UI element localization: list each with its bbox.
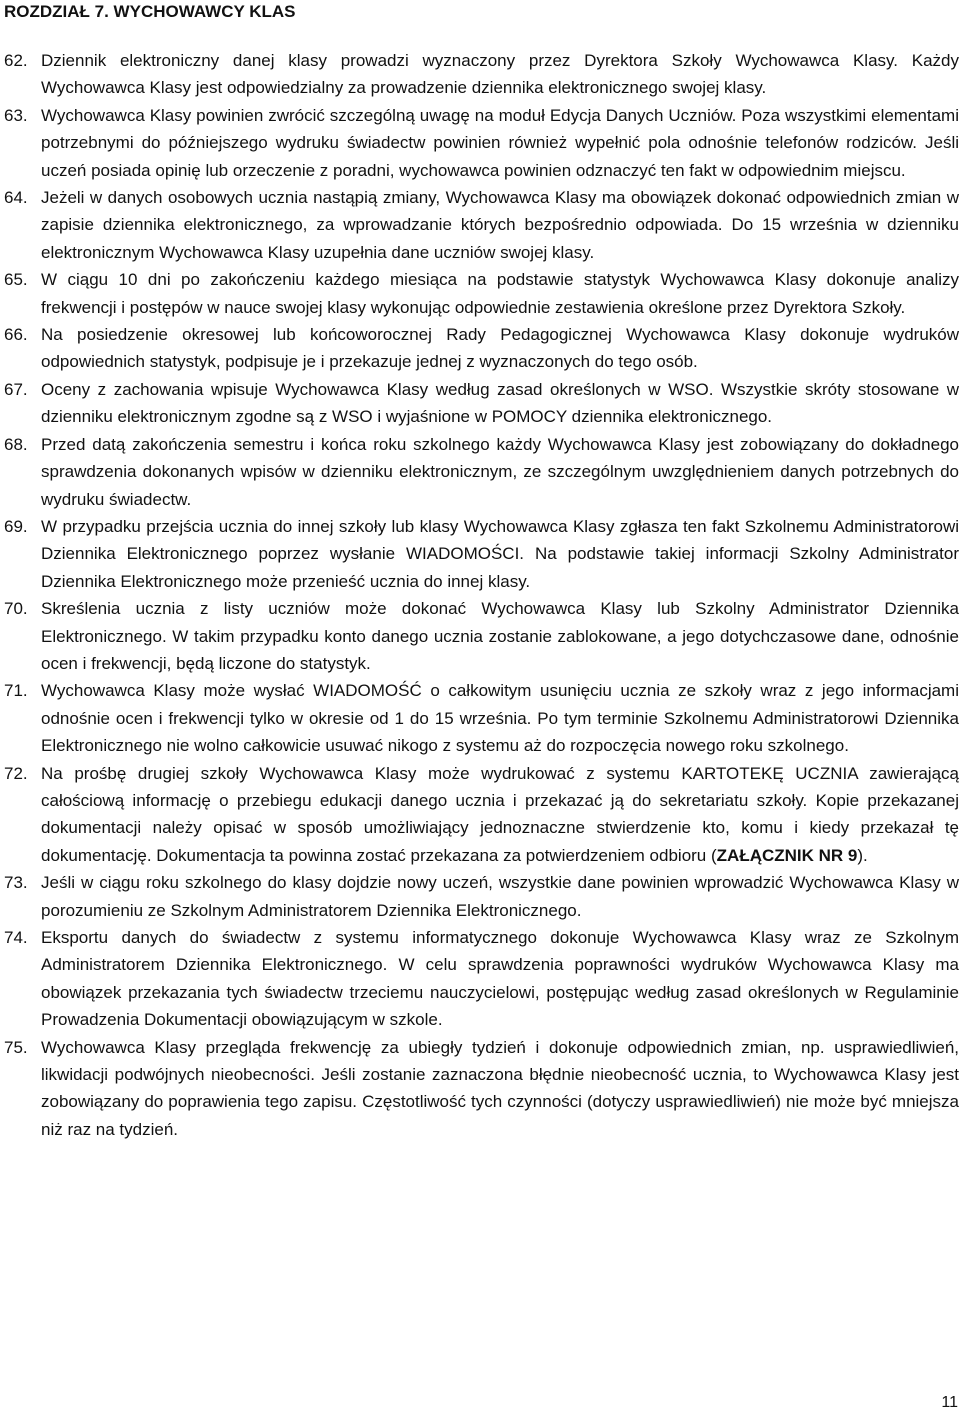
item-number: 71. xyxy=(4,681,28,701)
numbered-list xyxy=(4,47,959,1143)
list-item xyxy=(4,431,959,513)
item-number: 73. xyxy=(4,873,28,893)
page-number: 11 xyxy=(941,1394,958,1411)
item-text: Skreślenia ucznia z listy uczniów może dokonać Wychowawca Klasy lub Szkolny Administrator Dziennika Elektronicznego. W takim przypadku konto danego ucznia zostanie zablokowane, a jego dotychczasowe dane, odnośnie ocen i frekwencji, będą liczone do statystyk. xyxy=(41,599,959,673)
list-item xyxy=(4,184,959,266)
list-item xyxy=(4,47,959,102)
item-text: W ciągu 10 dni po zakończeniu każdego miesiąca na podstawie statystyk Wychowawca Klasy dokonuje analizy frekwencji i postępów w nauce swojej klasy wykonując odpowiednie zestawienia określone przez Dyrektora Szkoły. xyxy=(41,270,959,317)
item-text: Wychowawca Klasy przegląda frekwencję za ubiegły tydzień i dokonuje odpowiednich zmian, np. usprawiedliwień, likwidacji podwójnych nieobecności. Jeśli zostanie zaznaczona błędnie nieobecność ucznia, to Wychowawca Klasy jest zobowiązany do poprawienia tego zapisu. Częstotliwość tych czynności (dotyczy usprawiedliwień) nie może być mniejsza niż raz na tydzień. xyxy=(41,1037,959,1139)
item-number: 70. xyxy=(4,599,28,619)
list-item xyxy=(4,595,959,677)
item-number: 63. xyxy=(4,105,28,125)
item-text: Eksportu danych do świadectw z systemu informatycznego dokonuje Wychowawca Klasy wraz ze Szkolnym Administratorem Dziennika Elektronicznego. W celu sprawdzenia poprawności wydruków Wychowawca Klasy ma obowiązek przekazania tych świadectw trzeciemu nauczycielowi, postępując według zasad określonych w Regulaminie Prowadzenia Dokumentacji obowiązującym w szkole. xyxy=(41,928,959,1030)
list-item xyxy=(4,1034,959,1144)
list-item xyxy=(4,869,959,924)
item-text: Przed datą zakończenia semestru i końca roku szkolnego każdy Wychowawca Klasy jest zobowiązany do dokładnego sprawdzenia dokonanych wpisów w dzienniku elektronicznym, ze szczególnym uwzględnieniem danych potrzebnych do wydruku świadectw. xyxy=(41,434,959,509)
item-number: 69. xyxy=(4,516,28,536)
item-text: Oceny z zachowania wpisuje Wychowawca Klasy według zasad określonych w WSO. Wszystkie skróty stosowane w dzienniku elektronicznym zgodne są z WSO i wyjaśnione w POMOCY dziennika elektronicznego. xyxy=(41,379,959,427)
item-text: Jeśli w ciągu roku szkolnego do klasy dojdzie nowy uczeń, wszystkie dane powinien wprowadzić Wychowawca Klasy w porozumieniu ze Szkolnym Administratorem Dziennika Elektronicznego. xyxy=(41,873,959,920)
list-item xyxy=(4,266,959,321)
item-text: Na posiedzenie okresowej lub końcoworocznej Rady Pedagogicznej Wychowawca Klasy dokonuje wydruków odpowiednich statystyk, podpisuje je i przekazuje jednej z wyznaczonych do tego osób. xyxy=(41,325,959,372)
item-text-end: ). xyxy=(857,845,868,865)
list-item xyxy=(4,321,959,376)
list-item xyxy=(4,102,959,184)
item-number: 72. xyxy=(4,763,28,783)
item-text: Jeżeli w danych osobowych ucznia nastąpią zmiany, Wychowawca Klasy ma obowiązek dokonać odpowiednich zmian w zapisie dziennika elektronicznego, za wprowadzanie których bezpośrednio odpowiada. Do 15 września w dzienniku elektronicznym Wychowawca Klasy uzupełnia dane uczniów swojej klasy. xyxy=(41,188,959,262)
item-text: Dziennik elektroniczny danej klasy prowadzi wyznaczony przez Dyrektora Szkoły Wychowawca Klasy. Każdy Wychowawca Klasy jest odpowiedzialny za prowadzenie dziennika elektronicznego swojej klasy. xyxy=(41,51,959,98)
item-text: Wychowawca Klasy powinien zwrócić szczególną uwagę na moduł Edycja Danych Uczniów. Poza wszystkimi elementami potrzebnymi do późniejszego wydruku świadectw powinien również wypełnić pola odnośnie telefonów rodziców. Jeśli uczeń posiada opinię lub orzeczenie z poradni, wychowawca powinien odznaczyć ten fakt w odpowiednim miejscu. xyxy=(41,105,959,180)
item-number: 65. xyxy=(4,270,28,290)
item-number: 68. xyxy=(4,434,28,454)
item-number: 75. xyxy=(4,1037,28,1057)
list-item xyxy=(4,376,959,431)
item-text: W przypadku przejścia ucznia do innej szkoły lub klasy Wychowawca Klasy zgłasza ten fakt Szkolnemu Administratorowi Dziennika Elektronicznego poprzez wysłanie WIADOMOŚCI. Na podstawie takiej informacji Szkolny Administrator Dziennika Elektronicznego może przenieść ucznia do innej klasy. xyxy=(41,516,959,591)
list-item xyxy=(4,677,959,759)
item-text-container xyxy=(41,760,959,870)
item-number: 66. xyxy=(4,325,28,345)
chapter-heading: ROZDZIAŁ 7. WYCHOWAWCY KLAS xyxy=(4,2,296,21)
list-item xyxy=(4,760,959,870)
item-number: 64. xyxy=(4,188,28,208)
item-number: 67. xyxy=(4,379,28,399)
item-text: Wychowawca Klasy może wysłać WIADOMOŚĆ o całkowitym usunięciu ucznia ze szkoły wraz z jego informacjami odnośnie ocen i frekwencji tylko w okresie od 1 do 15 września. Po tym terminie Szkolnemu Administratorowi Dziennika Elektronicznego nie wolno całkowicie usuwać nikogo z systemu aż do rozpoczęcia nowego roku szkolnego. xyxy=(41,681,959,756)
item-text: Na prośbę drugiej szkoły Wychowawca Klasy może wydrukować z systemu KARTOTEKĘ UCZNIA zawierającą całościową informację o przebiegu edukacji danego ucznia i przekazać ją do sekretariatu szkoły. Kopie przekazanej dokumentacji należy opisać w sposób umożliwiający jednoznaczne stwierdzenie kto, komu i kiedy przekazał tę dokumentację. Dokumentacja ta powinna zostać przekazana za potwierdzeniem odbioru ( xyxy=(41,763,959,865)
list-item xyxy=(4,513,959,595)
item-number: 62. xyxy=(4,51,28,70)
item-number: 74. xyxy=(4,928,28,947)
attachment-reference: ZAŁĄCZNIK NR 9 xyxy=(716,845,858,865)
list-item xyxy=(4,924,959,1034)
